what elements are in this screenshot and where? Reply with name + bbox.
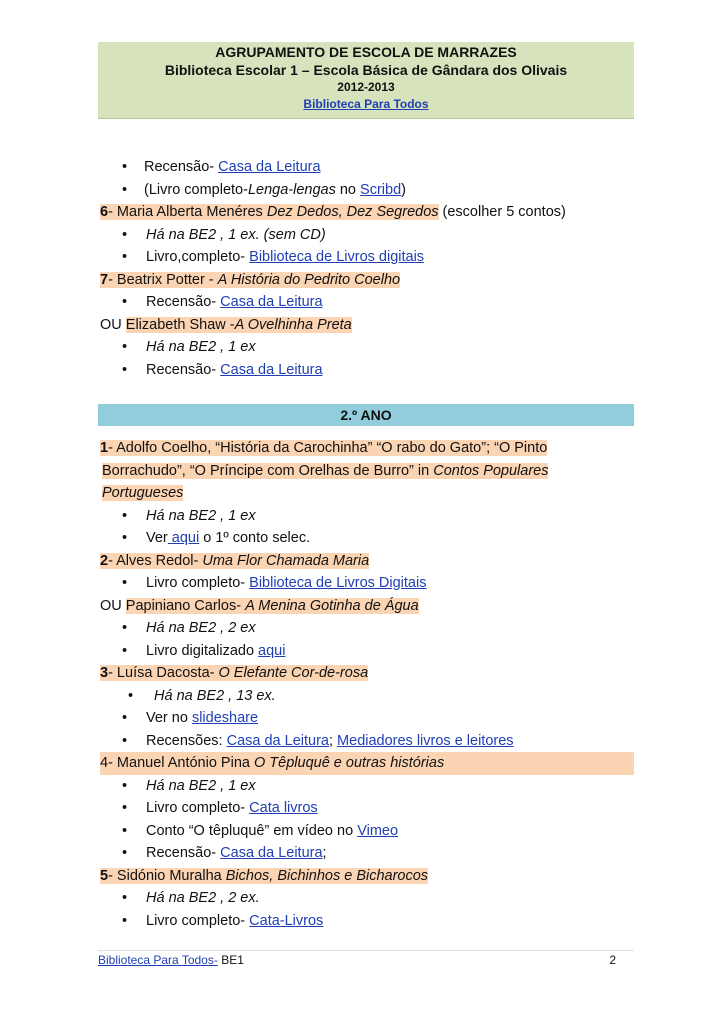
list-item: • Há na BE2 , 1 ex xyxy=(0,336,540,359)
list-item: 7- Beatrix Potter - A História do Pedrito Coelho xyxy=(100,271,401,288)
list-item: Portugueses xyxy=(102,485,184,501)
link-cata-livros[interactable]: Cata livros xyxy=(249,800,318,816)
list-item: • Recensão- Casa da Leitura xyxy=(0,156,540,179)
list-item: 5- Sidónio Muralha Bichos, Bichinhos e Bicharocos xyxy=(100,867,429,884)
list-item: • Recensão- Casa da Leitura; xyxy=(0,842,540,865)
list-item: • Ver aqui o 1º conto selec. xyxy=(0,527,540,550)
bullet-icon: • xyxy=(122,294,128,310)
list-item: 1- Adolfo Coelho, “História da Carochinha” “O rabo do Gato”; “O Pinto xyxy=(100,440,548,456)
list-item: • Livro digitalizado aqui xyxy=(0,640,540,663)
link-vimeo[interactable]: Vimeo xyxy=(357,822,399,839)
school-library-title: Biblioteca Escolar 1 – Escola Básica de Gândara dos Olivais xyxy=(164,62,568,78)
list-item: • Recensão- Casa da Leitura xyxy=(0,359,540,382)
bullet-icon: • xyxy=(128,687,134,704)
section-heading-2-ano: 2.º ANO xyxy=(98,404,634,426)
list-item: • Livro completo- Cata-Livros xyxy=(0,910,540,933)
list-item: OU Papiniano Carlos- A Menina Gotinha de Água xyxy=(100,597,419,614)
link-aqui[interactable]: aqui xyxy=(258,642,286,659)
link-casa-da-leitura[interactable]: Casa da Leitura xyxy=(218,159,321,175)
bullet-icon: • xyxy=(122,822,128,839)
bullet-icon: • xyxy=(122,226,128,243)
link-biblioteca-livros-digitais[interactable]: Biblioteca de Livros digitais xyxy=(249,249,425,265)
list-item: • Há na BE2 , 1 ex xyxy=(0,775,540,798)
list-item: • Há na BE2 , 1 ex xyxy=(0,505,540,528)
bullet-icon: • xyxy=(122,249,128,265)
link-casa-da-leitura[interactable]: Casa da Leitura xyxy=(220,294,323,310)
bullet-icon: • xyxy=(122,507,128,524)
list-item: Borrachudo”, “O Príncipe com Orelhas de Burro” in Contos Populares xyxy=(102,462,549,479)
bullet-icon: • xyxy=(122,732,128,749)
list-2-ano xyxy=(0,437,549,932)
document-header xyxy=(98,42,634,119)
bullet-icon: • xyxy=(122,339,128,355)
list-top xyxy=(0,156,566,381)
page-number: 2 xyxy=(609,953,616,967)
link-mediadores[interactable]: Mediadores livros e leitores xyxy=(337,732,514,749)
list-item: • (Livro completo-Lenga-lengas no Scribd) xyxy=(0,179,540,202)
school-year: 2012-2013 xyxy=(337,80,395,94)
list-item: • Recensões: Casa da Leitura; Mediadores livros e leitores xyxy=(0,730,540,753)
footer-link[interactable]: Biblioteca Para Todos- xyxy=(98,953,218,967)
list-item: OU Elizabeth Shaw -A Ovelhinha Preta xyxy=(100,316,352,333)
bullet-icon: • xyxy=(122,710,128,726)
list-item: • Recensão- Casa da Leitura xyxy=(0,291,540,314)
list-item: • Há na BE2 , 1 ex. (sem CD) xyxy=(0,224,540,247)
link-cata-livros[interactable]: Cata-Livros xyxy=(249,912,324,929)
list-item: • Ver no slideshare xyxy=(0,707,540,730)
link-aqui[interactable]: aqui xyxy=(167,530,200,546)
list-item: 2- Alves Redol- Uma Flor Chamada Maria xyxy=(100,552,370,569)
link-casa-da-leitura[interactable]: Casa da Leitura xyxy=(220,845,323,861)
list-item: 4- Manuel António Pina O Têpluquê e outras histórias xyxy=(100,752,540,775)
list-item: • Há na BE2 , 2 ex xyxy=(0,617,540,640)
bullet-icon: • xyxy=(122,575,128,591)
list-item: 6- Maria Alberta Menéres Dez Dedos, Dez Segredos (escolher 5 contos) xyxy=(100,204,566,220)
list-item: • Livro completo- Biblioteca de Livros Digitais xyxy=(0,572,540,595)
list-item: 3- Luísa Dacosta- O Elefante Cor-de-rosa xyxy=(100,665,369,681)
bullet-icon: • xyxy=(122,845,128,861)
list-item: • Livro completo- Cata livros xyxy=(0,797,540,820)
bullet-icon: • xyxy=(122,181,128,198)
list-item: • Livro,completo- Biblioteca de Livros digitais xyxy=(0,246,540,269)
list-item: • Há na BE2 , 13 ex. xyxy=(0,685,540,708)
list-item: • Conto “O têpluquê” em vídeo no Vimeo xyxy=(0,820,540,843)
link-slideshare[interactable]: slideshare xyxy=(191,710,259,726)
bullet-icon: • xyxy=(122,642,128,659)
header-link[interactable]: Biblioteca Para Todos xyxy=(303,97,429,111)
bullet-icon: • xyxy=(122,159,128,175)
link-casa-da-leitura[interactable]: Casa da Leitura xyxy=(226,732,329,749)
bullet-icon: • xyxy=(122,912,128,929)
school-group-title: AGRUPAMENTO DE ESCOLA DE MARRAZES xyxy=(215,44,517,60)
bullet-icon: • xyxy=(122,777,128,794)
bullet-icon: • xyxy=(122,361,128,378)
bullet-icon: • xyxy=(122,620,128,636)
list-item: • Há na BE2 , 2 ex. xyxy=(0,887,540,910)
bullet-icon: • xyxy=(122,890,128,906)
bullet-icon: • xyxy=(122,530,128,546)
link-casa-da-leitura[interactable]: Casa da Leitura xyxy=(220,361,323,378)
page-footer: Biblioteca Para Todos- BE1 2 xyxy=(98,950,634,967)
bullet-icon: • xyxy=(122,800,128,816)
link-scribd[interactable]: Scribd xyxy=(360,181,402,198)
link-biblioteca-livros-digitais[interactable]: Biblioteca de Livros Digitais xyxy=(249,575,427,591)
